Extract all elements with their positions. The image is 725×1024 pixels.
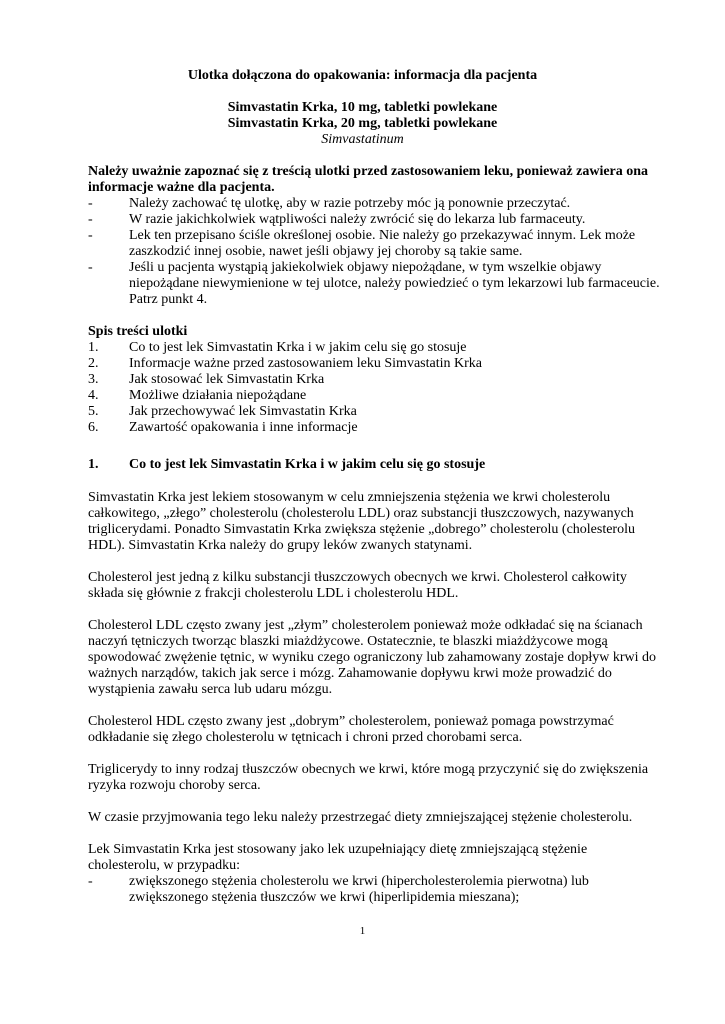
paragraph-line: W czasie przyjmowania tego leku należy przestrzegać diety zmniejszającej stężenie cholesterolu. bbox=[88, 810, 633, 825]
warning-bullet-4: Jeśli u pacjenta wystąpią jakiekolwiek objawy niepożądane, w tym wszelkie objawy bbox=[129, 260, 602, 275]
toc-item: Możliwe działania niepożądane bbox=[129, 388, 307, 403]
toc-number: 6. bbox=[88, 420, 99, 435]
warning-line-1: Należy uważnie zapoznać się z treścią ulotki przed zastosowaniem leku, ponieważ zawiera ona bbox=[88, 164, 649, 179]
section-1-heading: Co to jest lek Simvastatin Krka i w jakim celu się go stosuje bbox=[129, 457, 486, 472]
section-1-number: 1. bbox=[88, 457, 99, 472]
toc-item: Zawartość opakowania i inne informacje bbox=[129, 420, 358, 435]
paragraph-line: naczyń tętniczych tworząc blaszki miażdżycowe. Ostatecznie, te blaszki miażdżycowe mogą bbox=[88, 634, 608, 649]
paragraph-line: całkowitego, „złego” cholesterolu (cholesterolu LDL) oraz substancji tłuszczowych, nazywanych bbox=[88, 506, 634, 521]
paragraph-line: składa się głównie z frakcji cholesterolu LDL i cholesterolu HDL. bbox=[88, 586, 459, 601]
toc-number: 4. bbox=[88, 388, 99, 403]
paragraph-line: odkładanie się złego cholesterolu w tętnicach i chroni przed chorobami serca. bbox=[88, 730, 523, 745]
warning-bullet-4-cont: niepożądane niewymienione w tej ulotce, należy powiedzieć o tym lekarzowi lub farmaceucie. bbox=[129, 276, 660, 291]
toc-item: Jak przechowywać lek Simvastatin Krka bbox=[129, 404, 357, 419]
warning-line-2: informacje ważne dla pacjenta. bbox=[88, 180, 275, 195]
toc-item: Jak stosować lek Simvastatin Krka bbox=[129, 372, 325, 387]
paragraph-line: ryzyka rozwoju choroby serca. bbox=[88, 778, 261, 793]
paragraph-line: spowodować zwężenie tętnic, w wyniku czego ograniczony lub zahamowany zostaje dopływ krwi do bbox=[88, 650, 656, 665]
indication-bullet-cont: zwiększonego stężenia tłuszczów we krwi (hiperlipidemia mieszana); bbox=[129, 890, 520, 905]
paragraph-line: Lek Simvastatin Krka jest stosowany jako lek uzupełniający dietę zmniejszającą stężenie bbox=[88, 842, 588, 857]
paragraph-line: Cholesterol LDL często zwany jest „złym” cholesterolem ponieważ może odkładać się na ścianach bbox=[88, 618, 643, 633]
toc-number: 2. bbox=[88, 356, 99, 371]
paragraph-line: Triglicerydy to inny rodzaj tłuszczów obecnych we krwi, które mogą przyczynić się do zwiększenia bbox=[88, 762, 649, 777]
warning-bullet-1: Należy zachować tę ulotkę, aby w razie potrzeby móc ją ponownie przeczytać. bbox=[129, 196, 571, 211]
toc-number: 1. bbox=[88, 340, 99, 355]
toc-item: Co to jest lek Simvastatin Krka i w jakim celu się go stosuje bbox=[129, 340, 467, 355]
paragraph-line: ważnych narządów, takich jak serce i mózg. Zahamowanie dopływu krwi może prowadzić do bbox=[88, 666, 612, 681]
warning-bullet-2: W razie jakichkolwiek wątpliwości należy zwrócić się do lekarza lub farmaceuty. bbox=[129, 212, 586, 227]
toc-item: Informacje ważne przed zastosowaniem leku Simvastatin Krka bbox=[129, 356, 482, 371]
toc-heading: Spis treści ulotki bbox=[88, 324, 188, 339]
paragraph-line: cholesterolu, w przypadku: bbox=[88, 858, 241, 873]
warning-bullet-3-cont: zaszkodzić innej osobie, nawet jeśli objawy jej choroby są takie same. bbox=[129, 244, 523, 259]
bullet-dash: - bbox=[88, 260, 93, 275]
warning-bullet-3: Lek ten przepisano ściśle określonej osobie. Nie należy go przekazywać innym. Lek może bbox=[129, 228, 636, 243]
paragraph-line: Simvastatin Krka jest lekiem stosowanym w celu zmniejszenia stężenia we krwi cholesterolu bbox=[88, 490, 611, 505]
product-name-20mg: Simvastatin Krka, 20 mg, tabletki powlekane bbox=[227, 116, 498, 131]
indication-bullet: zwiększonego stężenia cholesterolu we krwi (hipercholesterolemia pierwotna) lub bbox=[129, 874, 589, 889]
page-number: 1 bbox=[359, 925, 366, 937]
toc-number: 5. bbox=[88, 404, 99, 419]
paragraph-line: triglicerydami. Ponadto Simvastatin Krka zwiększa stężenie „dobrego” cholesterolu (cholesterolu bbox=[88, 522, 635, 537]
product-name-10mg: Simvastatin Krka, 10 mg, tabletki powlekane bbox=[227, 100, 498, 115]
bullet-dash: - bbox=[88, 228, 93, 243]
paragraph-line: wystąpienia zawału serca lub udaru mózgu. bbox=[88, 682, 333, 697]
active-substance: Simvastatinum bbox=[321, 132, 404, 147]
leaflet-title: Ulotka dołączona do opakowania: informacja dla pacjenta bbox=[187, 68, 538, 83]
paragraph-line: HDL). Simvastatin Krka należy do grupy leków zwanych statynami. bbox=[88, 538, 473, 553]
toc-number: 3. bbox=[88, 372, 99, 387]
warning-bullet-4-cont2: Patrz punkt 4. bbox=[129, 292, 208, 307]
bullet-dash: - bbox=[88, 874, 93, 889]
paragraph-line: Cholesterol HDL często zwany jest „dobrym” cholesterolem, ponieważ pomaga powstrzymać bbox=[88, 714, 614, 729]
paragraph-line: Cholesterol jest jedną z kilku substancji tłuszczowych obecnych we krwi. Cholesterol całkowity bbox=[88, 570, 627, 585]
bullet-dash: - bbox=[88, 212, 93, 227]
bullet-dash: - bbox=[88, 196, 93, 211]
